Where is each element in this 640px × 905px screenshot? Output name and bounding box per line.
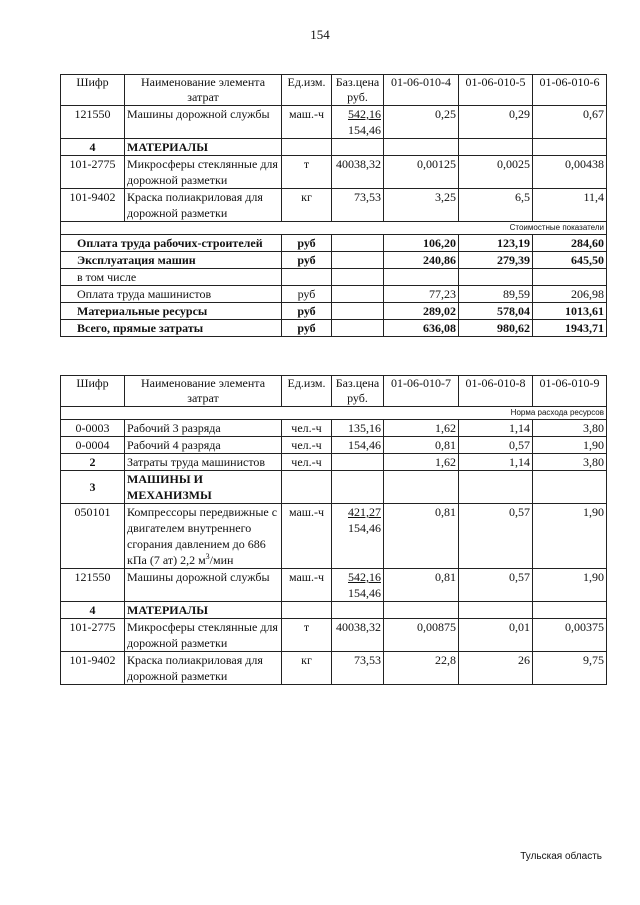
row-value: 0,00375 <box>533 619 607 652</box>
row-value: 0,00438 <box>533 156 607 189</box>
header-code: Шифр <box>61 376 125 407</box>
table-header <box>61 75 607 106</box>
header-price: Баз.цена руб. <box>332 376 384 407</box>
row-name: Рабочий 3 разряда <box>125 420 282 437</box>
cost-name: Всего, прямые затраты <box>61 320 282 337</box>
row-value: 6,5 <box>459 189 533 222</box>
cost-unit: руб <box>282 286 332 303</box>
row-value: 1,62 <box>384 420 459 437</box>
row-name: Машины дорожной службы <box>125 106 282 139</box>
row-value: 0,00125 <box>384 156 459 189</box>
price-value: 542,16 <box>348 107 381 121</box>
row-value: 3,80 <box>533 420 607 437</box>
row-unit: кг <box>282 652 332 685</box>
table-row <box>61 156 607 189</box>
table-header <box>61 376 607 407</box>
row-code: 050101 <box>61 504 125 569</box>
row-value: 0,57 <box>459 437 533 454</box>
cost-row <box>61 286 607 303</box>
cost-row <box>61 269 607 286</box>
header-code: Шифр <box>61 75 125 106</box>
row-price: 40038,32 <box>332 619 384 652</box>
cost-name: Оплата труда машинистов <box>61 286 282 303</box>
table-row <box>61 619 607 652</box>
cost-value: 123,19 <box>459 235 533 252</box>
header-price: Баз.цена руб. <box>332 75 384 106</box>
row-price: 40038,32 <box>332 156 384 189</box>
row-name: Краска полиакриловая для дорожной разметки <box>125 652 282 685</box>
table-row <box>61 437 607 454</box>
row-name <box>125 504 282 569</box>
price-secondary: 154,46 <box>348 521 381 535</box>
row-unit: т <box>282 619 332 652</box>
row-code: 121550 <box>61 106 125 139</box>
row-unit: маш.-ч <box>282 504 332 569</box>
section-row <box>61 471 607 504</box>
row-value: 11,4 <box>533 189 607 222</box>
cost-value: 645,50 <box>533 252 607 269</box>
row-price: 154,46 <box>332 437 384 454</box>
price-secondary: 154,46 <box>348 123 381 137</box>
header-col: 01-06-010-6 <box>533 75 607 106</box>
row-price: 73,53 <box>332 652 384 685</box>
row-value: 0,00875 <box>384 619 459 652</box>
row-code: 121550 <box>61 569 125 602</box>
header-name: Наименование элемента затрат <box>125 75 282 106</box>
row-code: 101-2775 <box>61 156 125 189</box>
note-row <box>61 407 607 420</box>
header-col: 01-06-010-8 <box>459 376 533 407</box>
row-unit: т <box>282 156 332 189</box>
row-value: 0,0025 <box>459 156 533 189</box>
row-code: 0-0003 <box>61 420 125 437</box>
cost-value: 289,02 <box>384 303 459 320</box>
cost-unit: руб <box>282 320 332 337</box>
cost-row <box>61 235 607 252</box>
cost-unit: руб <box>282 303 332 320</box>
row-value: 0,81 <box>384 504 459 569</box>
header-col: 01-06-010-9 <box>533 376 607 407</box>
row-price <box>332 569 384 602</box>
row-value: 1,62 <box>384 454 459 471</box>
row-code: 2 <box>61 454 125 471</box>
section-code: 4 <box>61 602 125 619</box>
row-value: 1,14 <box>459 454 533 471</box>
row-name-tail: /мин <box>209 553 234 567</box>
row-unit: чел.-ч <box>282 437 332 454</box>
row-code: 101-9402 <box>61 652 125 685</box>
cost-unit: руб <box>282 235 332 252</box>
resource-norm-note: Норма расхода ресурсов <box>61 407 607 420</box>
row-value: 0,01 <box>459 619 533 652</box>
cost-value: 206,98 <box>533 286 607 303</box>
cost-value: 284,60 <box>533 235 607 252</box>
table-row <box>61 189 607 222</box>
row-unit: чел.-ч <box>282 420 332 437</box>
row-code: 101-9402 <box>61 189 125 222</box>
row-name: Машины дорожной службы <box>125 569 282 602</box>
table-row <box>61 106 607 139</box>
row-value: 0,57 <box>459 504 533 569</box>
row-name: Краска полиакриловая для дорожной разметки <box>125 189 282 222</box>
row-value: 1,90 <box>533 569 607 602</box>
price-value: 421,27 <box>348 505 381 519</box>
row-price: 73,53 <box>332 189 384 222</box>
cost-value: 279,39 <box>459 252 533 269</box>
header-col: 01-06-010-7 <box>384 376 459 407</box>
row-value: 3,25 <box>384 189 459 222</box>
section-code: 4 <box>61 139 125 156</box>
row-value: 1,14 <box>459 420 533 437</box>
row-code: 101-2775 <box>61 619 125 652</box>
row-value: 22,8 <box>384 652 459 685</box>
row-value: 3,80 <box>533 454 607 471</box>
row-name: Рабочий 4 разряда <box>125 437 282 454</box>
note-row <box>61 222 607 235</box>
row-value: 9,75 <box>533 652 607 685</box>
row-price <box>332 106 384 139</box>
row-price: 135,16 <box>332 420 384 437</box>
row-unit: кг <box>282 189 332 222</box>
price-secondary: 154,46 <box>348 586 381 600</box>
row-value: 0,81 <box>384 569 459 602</box>
cost-name: Эксплуатация машин <box>61 252 282 269</box>
cost-unit: руб <box>282 252 332 269</box>
row-value: 0,81 <box>384 437 459 454</box>
table-row <box>61 454 607 471</box>
row-value: 0,25 <box>384 106 459 139</box>
header-col: 01-06-010-5 <box>459 75 533 106</box>
row-name-text: Компрессоры передвижные с двигателем внутреннего сгорания давлением до 686 кПа (7 ат) 2,2 м <box>127 505 278 567</box>
cost-value: 106,20 <box>384 235 459 252</box>
cost-row <box>61 303 607 320</box>
row-name-sup: 3 <box>205 552 210 561</box>
section-row <box>61 602 607 619</box>
row-value: 1,90 <box>533 504 607 569</box>
cost-value: 980,62 <box>459 320 533 337</box>
table-row <box>61 504 607 569</box>
header-unit: Ед.изм. <box>282 376 332 407</box>
cost-value: 636,08 <box>384 320 459 337</box>
page-number: 154 <box>310 27 330 42</box>
price-value: 542,16 <box>348 570 381 584</box>
header-name: Наименование элемента затрат <box>125 376 282 407</box>
cost-name: Оплата труда рабочих-строителей <box>61 235 282 252</box>
header-col: 01-06-010-4 <box>384 75 459 106</box>
row-value: 0,57 <box>459 569 533 602</box>
footer-region: Тульская область <box>520 851 602 862</box>
section-title: МАТЕРИАЛЫ <box>125 602 282 619</box>
section-title: МАШИНЫ И МЕХАНИЗМЫ <box>125 471 282 504</box>
cost-value: 89,59 <box>459 286 533 303</box>
cost-name: Материальные ресурсы <box>61 303 282 320</box>
table-row <box>61 420 607 437</box>
row-value: 1,90 <box>533 437 607 454</box>
row-name: Микросферы стеклянные для дорожной разметки <box>125 619 282 652</box>
cost-indicators-note: Стоимостные показатели <box>61 222 607 235</box>
cost-value: 1943,71 <box>533 320 607 337</box>
table-row <box>61 569 607 602</box>
cost-value: 240,86 <box>384 252 459 269</box>
row-value: 0,67 <box>533 106 607 139</box>
row-unit: маш.-ч <box>282 106 332 139</box>
row-value: 0,29 <box>459 106 533 139</box>
resource-table-1 <box>60 74 607 337</box>
cost-row <box>61 252 607 269</box>
cost-value: 578,04 <box>459 303 533 320</box>
section-title: МАТЕРИАЛЫ <box>125 139 282 156</box>
row-unit: чел.-ч <box>282 454 332 471</box>
row-value: 26 <box>459 652 533 685</box>
header-unit: Ед.изм. <box>282 75 332 106</box>
table-row <box>61 652 607 685</box>
cost-value: 1013,61 <box>533 303 607 320</box>
row-name: Микросферы стеклянные для дорожной разметки <box>125 156 282 189</box>
cost-row <box>61 320 607 337</box>
row-unit: маш.-ч <box>282 569 332 602</box>
section-row <box>61 139 607 156</box>
cost-value: 77,23 <box>384 286 459 303</box>
cost-name: в том числе <box>61 269 282 286</box>
row-name: Затраты труда машинистов <box>125 454 282 471</box>
resource-table-2 <box>60 375 607 685</box>
row-code: 0-0004 <box>61 437 125 454</box>
section-code: 3 <box>61 471 125 504</box>
row-price <box>332 504 384 569</box>
